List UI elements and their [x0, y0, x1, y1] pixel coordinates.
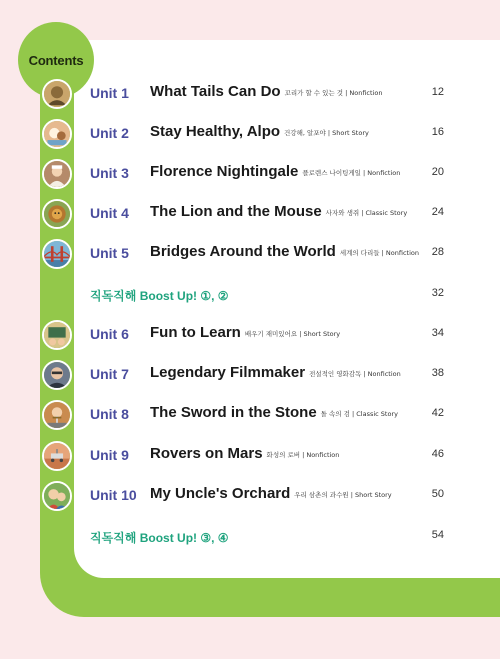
toc-row-unit-10[interactable]	[0, 477, 500, 515]
page-number: 54	[431, 529, 444, 541]
unit-number: Unit 7	[90, 366, 129, 382]
unit-number: Unit 4	[90, 205, 129, 221]
unit-subtitle: 꼬리가 할 수 있는 것 | Nonfiction	[284, 88, 383, 97]
unit-number: Unit 8	[90, 406, 129, 422]
thumb-icon	[42, 320, 72, 350]
unit-title: Fun to Learn 배우기 재미있어요 | Short Story	[150, 324, 341, 341]
page-number: 34	[431, 327, 444, 339]
page-number: 24	[431, 206, 444, 218]
toc-row-boost-1[interactable]	[0, 276, 500, 314]
unit-number: Unit 5	[90, 245, 129, 261]
boost-label: 직독직해 Boost Up! ①, ②	[90, 289, 229, 303]
unit-title: Rovers on Mars 화성의 로버 | Nonfiction	[150, 445, 340, 462]
thumb-icon	[42, 441, 72, 471]
toc-row-unit-4[interactable]	[0, 195, 500, 233]
toc-row-unit-8[interactable]	[0, 396, 500, 434]
toc-row-unit-2[interactable]	[0, 115, 500, 153]
unit-subtitle: 화성의 로버 | Nonfiction	[266, 450, 340, 459]
unit-number: Unit 3	[90, 165, 129, 181]
page-number: 12	[431, 86, 444, 98]
thumb-icon	[42, 119, 72, 149]
thumb-icon	[42, 199, 72, 229]
unit-subtitle: 사자와 생쥐 | Classic Story	[325, 208, 408, 217]
toc-row-unit-5[interactable]	[0, 235, 500, 273]
page-number: 32	[431, 287, 444, 299]
boost-label: 직독직해 Boost Up! ③, ④	[90, 531, 229, 545]
toc-row-unit-7[interactable]	[0, 356, 500, 394]
unit-subtitle: 건강해, 알포야 | Short Story	[284, 128, 369, 137]
unit-title: Florence Nightingale 플로렌스 나이팅게일 | Nonfiction	[150, 163, 401, 180]
unit-title: Legendary Filmmaker 전설적인 영화감독 | Nonfiction	[150, 364, 401, 381]
thumb-icon	[42, 360, 72, 390]
page-number: 28	[431, 246, 444, 258]
toc-row-unit-6[interactable]	[0, 316, 500, 354]
toc-row-unit-9[interactable]	[0, 437, 500, 475]
toc-row-unit-3[interactable]	[0, 155, 500, 193]
unit-title: What Tails Can Do 꼬리가 할 수 있는 것 | Nonfiction	[150, 83, 383, 100]
thumb-icon	[42, 239, 72, 269]
unit-subtitle: 배우기 재미있어요 | Short Story	[244, 329, 341, 338]
unit-title: The Lion and the Mouse 사자와 생쥐 | Classic Story	[150, 203, 408, 220]
unit-subtitle: 플로렌스 나이팅게일 | Nonfiction	[302, 168, 401, 177]
page-number: 42	[431, 407, 444, 419]
toc-row-unit-1[interactable]	[0, 75, 500, 113]
unit-number: Unit 2	[90, 125, 129, 141]
page-number: 50	[431, 488, 444, 500]
unit-number: Unit 10	[90, 487, 137, 503]
thumb-icon	[42, 400, 72, 430]
thumb-icon	[42, 79, 72, 109]
unit-number: Unit 9	[90, 447, 129, 463]
unit-subtitle: 우리 삼촌의 과수원 | Short Story	[294, 490, 392, 499]
unit-title: The Sword in the Stone 돌 속의 검 | Classic Story	[150, 404, 398, 421]
thumb-icon	[42, 159, 72, 189]
unit-title: My Uncle's Orchard 우리 삼촌의 과수원 | Short Story	[150, 485, 392, 502]
unit-subtitle: 돌 속의 검 | Classic Story	[320, 409, 398, 418]
unit-subtitle: 전설적인 영화감독 | Nonfiction	[309, 369, 401, 378]
unit-number: Unit 6	[90, 326, 129, 342]
unit-number: Unit 1	[90, 85, 129, 101]
unit-title: Stay Healthy, Alpo 건강해, 알포야 | Short Story	[150, 123, 369, 140]
page-number: 38	[431, 367, 444, 379]
unit-subtitle: 세계의 다리들 | Nonfiction	[339, 248, 419, 257]
page-number: 16	[431, 126, 444, 138]
thumb-icon	[42, 481, 72, 511]
page-number: 20	[431, 166, 444, 178]
toc-row-boost-2[interactable]	[0, 518, 500, 556]
contents-badge: Contents	[18, 22, 94, 98]
page-number: 46	[431, 448, 444, 460]
unit-title: Bridges Around the World 세계의 다리들 | Nonfiction	[150, 243, 419, 260]
